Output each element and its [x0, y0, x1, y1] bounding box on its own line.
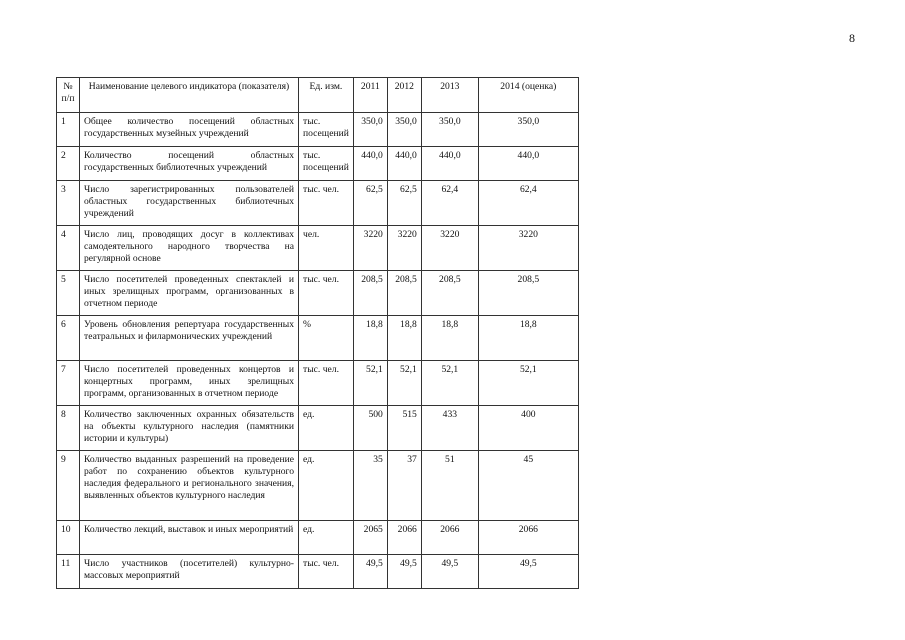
cell-2012: 208,5: [387, 271, 421, 316]
cell-name: Общее количество посещений областных государственных музейных учреждений: [80, 113, 299, 147]
cell-2014: 2066: [478, 521, 578, 555]
table-row: [57, 406, 579, 451]
cell-unit: чел.: [299, 226, 354, 271]
header-2011: 2011: [353, 78, 387, 113]
cell-name: Количество посещений областных государственных библиотечных учреждений: [80, 147, 299, 181]
cell-2014: 18,8: [478, 316, 578, 361]
table-row: [57, 451, 579, 521]
cell-2012: 2066: [387, 521, 421, 555]
cell-name: Число посетителей проведенных концертов и концертных программ, иных зрелищных программ, организованных в отчетном периоде: [80, 361, 299, 406]
cell-name: Число участников (посетителей) культурно-массовых мероприятий: [80, 555, 299, 589]
header-2013: 2013: [421, 78, 478, 113]
cell-2014: 45: [478, 451, 578, 521]
table-row: [57, 555, 579, 589]
cell-name: Число посетителей проведенных спектаклей и иных зрелищных программ, организованных в отчетном периоде: [80, 271, 299, 316]
page-number: 8: [849, 31, 855, 45]
cell-2013: 350,0: [421, 113, 478, 147]
cell-2012: 62,5: [387, 181, 421, 226]
cell-num: 4: [57, 226, 80, 271]
table-row: [57, 521, 579, 555]
cell-unit: ед.: [299, 406, 354, 451]
cell-name: Количество выданных разрешений на проведение работ по сохранению объектов культурного наследия федерального и регионального значения, выявленных объектов культурного наследия: [80, 451, 299, 521]
table-row: [57, 271, 579, 316]
cell-name: Уровень обновления репертуара государственных театральных и филармонических учреждений: [80, 316, 299, 361]
table-row: [57, 361, 579, 406]
cell-2011: 49,5: [353, 555, 387, 589]
cell-unit: тыс. чел.: [299, 271, 354, 316]
cell-2014: 49,5: [478, 555, 578, 589]
cell-2014: 3220: [478, 226, 578, 271]
cell-2012: 18,8: [387, 316, 421, 361]
cell-2013: 3220: [421, 226, 478, 271]
cell-2013: 2066: [421, 521, 478, 555]
cell-2013: 18,8: [421, 316, 478, 361]
cell-2014: 62,4: [478, 181, 578, 226]
header-2014: 2014 (оценка): [478, 78, 578, 113]
header-name: Наименование целевого индикатора (показателя): [80, 78, 299, 113]
cell-unit: ед.: [299, 521, 354, 555]
cell-2012: 515: [387, 406, 421, 451]
cell-2011: 350,0: [353, 113, 387, 147]
cell-2013: 440,0: [421, 147, 478, 181]
cell-num: 1: [57, 113, 80, 147]
cell-num: 3: [57, 181, 80, 226]
header-2012: 2012: [387, 78, 421, 113]
table-row: [57, 113, 579, 147]
cell-2013: 433: [421, 406, 478, 451]
cell-2011: 208,5: [353, 271, 387, 316]
cell-name: Количество заключенных охранных обязательств на объекты культурного наследия (памятники истории и культуры): [80, 406, 299, 451]
cell-num: 8: [57, 406, 80, 451]
table-row: [57, 181, 579, 226]
cell-2014: 440,0: [478, 147, 578, 181]
cell-num: 6: [57, 316, 80, 361]
cell-2013: 208,5: [421, 271, 478, 316]
table-row: [57, 226, 579, 271]
indicators-table: [56, 77, 579, 589]
cell-name: Число зарегистрированных пользователей областных государственных библиотечных учреждений: [80, 181, 299, 226]
cell-num: 9: [57, 451, 80, 521]
cell-num: 7: [57, 361, 80, 406]
cell-unit: ед.: [299, 451, 354, 521]
cell-unit: тыс. чел.: [299, 361, 354, 406]
table-row: [57, 316, 579, 361]
table-row: [57, 147, 579, 181]
cell-2011: 35: [353, 451, 387, 521]
cell-2014: 350,0: [478, 113, 578, 147]
cell-2014: 52,1: [478, 361, 578, 406]
cell-2011: 52,1: [353, 361, 387, 406]
cell-num: 10: [57, 521, 80, 555]
cell-unit: тыс. чел.: [299, 555, 354, 589]
cell-2011: 440,0: [353, 147, 387, 181]
cell-2013: 52,1: [421, 361, 478, 406]
cell-2012: 350,0: [387, 113, 421, 147]
cell-2011: 2065: [353, 521, 387, 555]
cell-2011: 18,8: [353, 316, 387, 361]
cell-num: 2: [57, 147, 80, 181]
cell-2011: 500: [353, 406, 387, 451]
cell-unit: %: [299, 316, 354, 361]
cell-name: Число лиц, проводящих досуг в коллективах самодеятельного народного творчества на регулярной основе: [80, 226, 299, 271]
header-num: № п/п: [57, 78, 80, 113]
cell-name: Количество лекций, выставок и иных мероприятий: [80, 521, 299, 555]
cell-2013: 62,4: [421, 181, 478, 226]
cell-2012: 3220: [387, 226, 421, 271]
cell-2013: 51: [421, 451, 478, 521]
cell-unit: тыс. чел.: [299, 181, 354, 226]
cell-2012: 440,0: [387, 147, 421, 181]
cell-num: 5: [57, 271, 80, 316]
cell-unit: тыс. посещений: [299, 113, 354, 147]
cell-2012: 49,5: [387, 555, 421, 589]
cell-2012: 52,1: [387, 361, 421, 406]
cell-2014: 400: [478, 406, 578, 451]
cell-unit: тыс. посещений: [299, 147, 354, 181]
cell-2012: 37: [387, 451, 421, 521]
header-unit: Ед. изм.: [299, 78, 354, 113]
table-header-row: [57, 78, 579, 113]
cell-2011: 3220: [353, 226, 387, 271]
cell-2011: 62,5: [353, 181, 387, 226]
cell-num: 11: [57, 555, 80, 589]
cell-2013: 49,5: [421, 555, 478, 589]
cell-2014: 208,5: [478, 271, 578, 316]
